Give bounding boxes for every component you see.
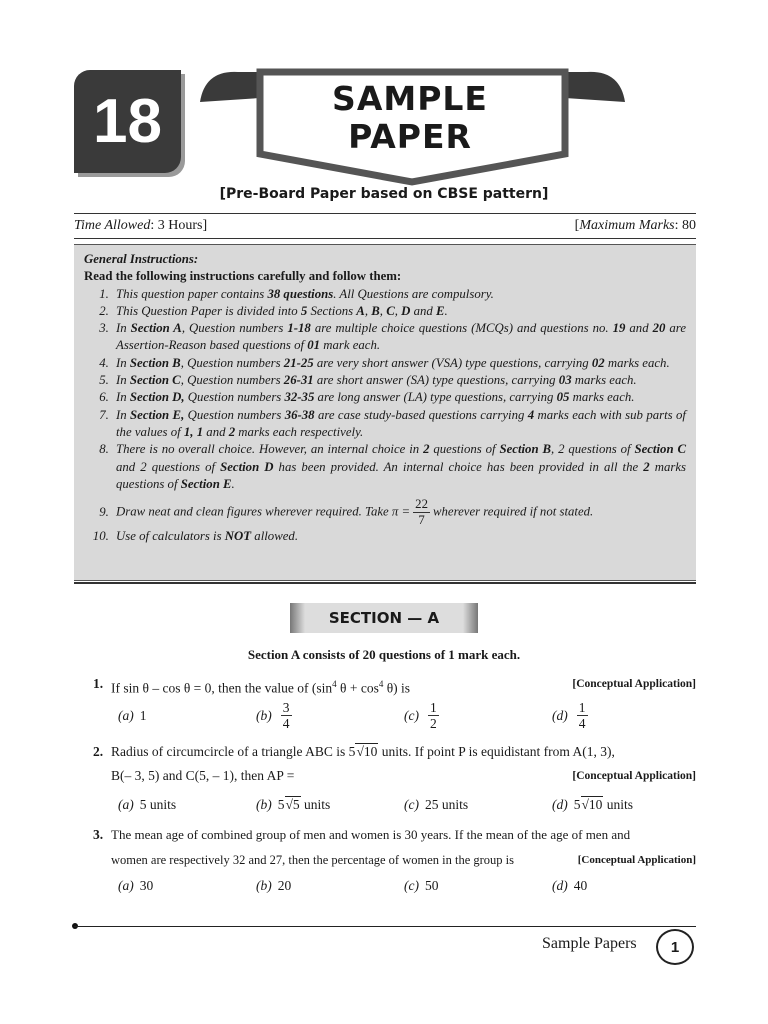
question-number: 2. [93,744,104,759]
option-d[interactable]: (d) 5√10 units [552,797,634,812]
option-d[interactable]: (d) 40 [552,878,588,893]
maximum-marks [575,218,696,234]
top-rule [74,213,696,214]
question-tag: [Conceptual Application] [577,854,696,866]
option-a[interactable]: (a) 1 [118,708,147,723]
time-allowed [74,218,207,234]
pi-denominator: 7 [418,513,425,528]
option-b[interactable]: (b) 20 [256,878,292,893]
pi-text-before: Draw neat and clean figures wherever required. Take π = [116,504,411,519]
page-number: 1 [656,929,694,965]
time-label: Time Allowed [74,218,151,233]
pi-numerator: 22 [415,497,428,512]
option-a[interactable]: (a) 30 [118,878,154,893]
section-heading: SECTION — A [290,603,478,633]
question-3 [93,824,696,872]
general-instructions-box [74,244,696,581]
question-text-line-2: B(– 3, 5) and C(5, – 1), then AP = [111,768,295,783]
question-text-line-2: women are respectively 32 and 27, then the percentage of women in the group is [111,853,514,867]
title-line-2: PAPER [348,117,472,156]
question-tag: [Conceptual Application] [572,770,696,782]
question-1 [93,673,696,733]
title-line-1: SAMPLE [332,79,488,118]
option-c[interactable]: (c) 50 [404,878,439,893]
instructions-heading: General Instructions: [84,252,199,266]
instruction-item: 1. This question paper contains 38 questions. All Questions are compulsory. [112,286,686,303]
question-text: The mean age of combined group of men and women is 30 years. If the mean of the age of men and [111,827,631,842]
instruction-item: 3. In Section A, Question numbers 1-18 are multiple choice questions (MCQs) and questions no. 19 and 20 are Assertion-Reason based questions of 01 mark each. [112,320,686,355]
banner-title [300,80,520,156]
instruction-item: 8. There is no overall choice. However, an internal choice in 2 questions of Section B, 2 questions of Section C and 2 questions of Section D has been provided. An internal choice has been provided in all the 2 marks questions of Section E. [112,441,686,493]
question-text: If sin θ – cos θ = 0, then the value of ($\sin^4$ $\theta + \cos^4 \theta$) is [111,679,411,696]
question-tag: [Conceptual Application] [572,678,696,690]
marks-label: Maximum Marks [579,218,675,233]
option-d[interactable]: (d) $\frac{1}{4}$ [552,700,586,731]
paper-subtitle: [Pre-Board Paper based on CBSE pattern] [219,186,549,202]
instruction-item: 7. In Section E, Question numbers 36-38 are case study-based questions carrying 4 marks each with sub parts of the values of 1, 1 and 2 marks each respectively. [112,407,686,442]
instruction-item: 4. In Section B, Question numbers 21-25 are very short answer (VSA) type questions, carrying 02 marks each. [112,355,686,372]
paper-number: 18 [93,87,162,156]
question-text: Radius of circumcircle of a triangle ABC is 5√10 units. If point P is equidistant from A(1, 3), [111,744,615,759]
option-b[interactable]: (b) 5√5 units [256,797,331,812]
instructions-lead: Read the following instructions carefully and follow them: [84,269,402,284]
instruction-item: 6. In Section D, Question numbers 32-35 are long answer (LA) type questions, carrying 05 marks each. [112,389,686,406]
option-b[interactable]: (b) $\frac{3}{4}$ [256,700,290,731]
option-a[interactable]: (a) 5 units [118,797,177,812]
instructions-bottom-rule [74,582,696,584]
instructions-rule [74,238,696,239]
question-number: 3. [93,827,104,842]
marks-value: : 80 [674,218,696,233]
emph: 38 questions [267,286,334,301]
time-value: : 3 Hours] [150,218,208,233]
instruction-item: 2. This Question Paper is divided into 5 Sections A, B, C, D and E. [112,303,686,320]
option-c[interactable]: (c) $\frac{1}{2}$ [404,700,437,731]
pi-text-after: wherever required if not stated. [432,504,594,519]
marks-bracket: [ [574,218,580,233]
instruction-item: 10. Use of calculators is NOT allowed. [112,528,686,545]
footer-rule [74,926,696,927]
instruction-item [112,497,686,528]
option-c[interactable]: (c) 25 units [404,797,469,812]
instructions-list [84,286,686,546]
instruction-item: 5. In Section C, Question numbers 26-31 are short answer (SA) type questions, carrying 03 marks each. [112,372,686,389]
footer-label: Sample Papers [542,935,637,952]
question-2 [93,741,696,787]
section-intro: Section A consists of 20 questions of 1 mark each. [247,647,521,662]
pi-fraction [413,497,430,528]
question-number: 1. [93,676,104,691]
paper-number-badge [74,70,181,173]
